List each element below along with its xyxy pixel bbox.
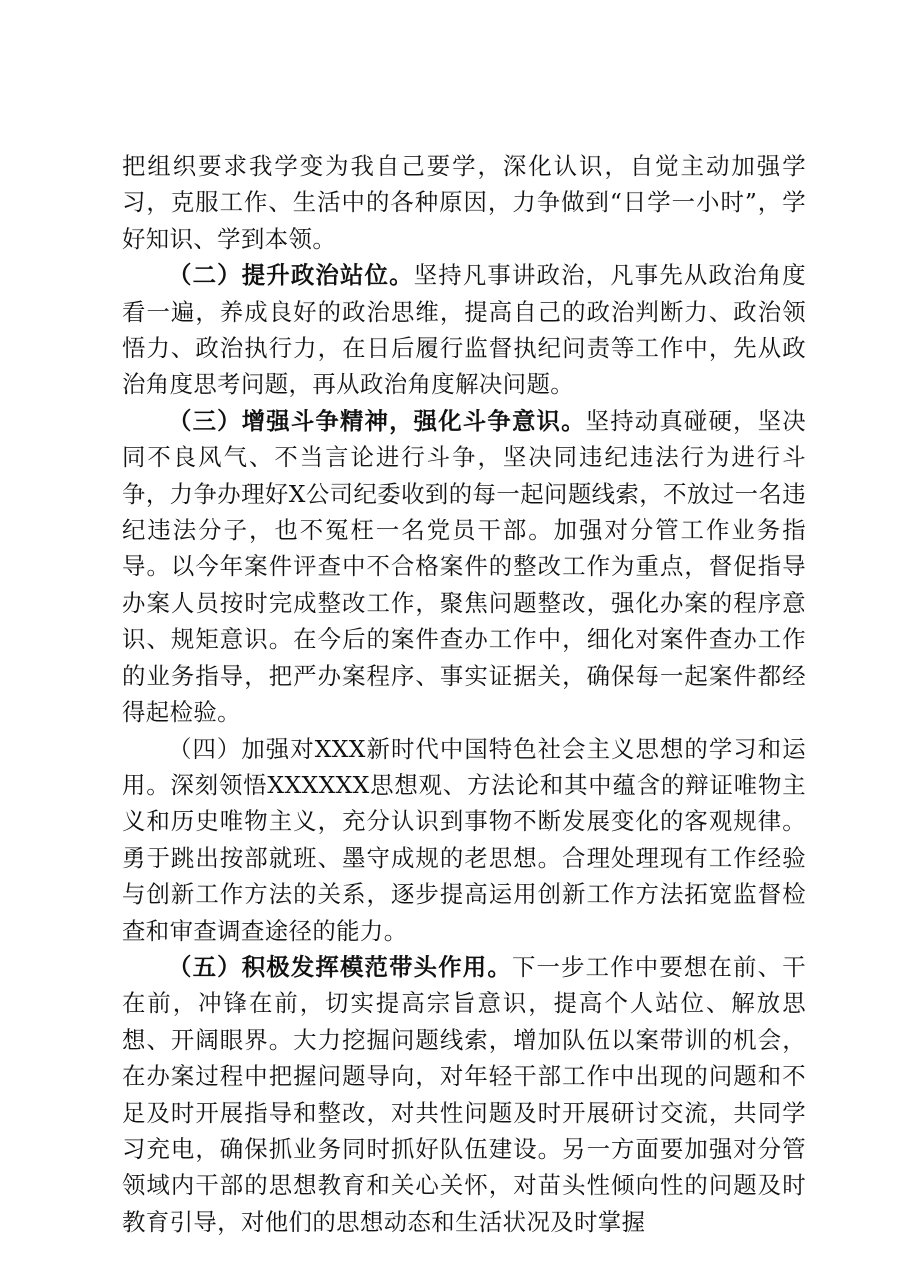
paragraph-continued [122, 148, 806, 257]
paragraph-body: 坚持动真碰硬，坚决同不良风气、不当言论进行斗争，坚决同违纪违法行为进行斗争，力争办理好X公司纪委收到的每一起问题线索，不放过一名违纪违法分子，也不冤枉一名党员干部。加强对分管工作业务指导。以今年案件评查中不合格案件的整改工作为重点，督促指导办案人员按时完成整改工作，聚焦问题整改，强化办案的程序意识、规矩意识。在今后的案件查办工作中，细化对案件查办工作的业务指导，把严办案程序、事实证据关，确保每一起案件都经得起检验。 [122, 406, 806, 727]
section-heading: （三）增强斗争精神，强化斗争意识。 [168, 406, 586, 435]
paragraph-section-4 [122, 731, 806, 949]
document-page [122, 148, 806, 1240]
paragraph-section-2 [122, 257, 806, 403]
paragraph-section-3 [122, 403, 806, 731]
section-heading: （五）积极发挥模范带头作用。 [168, 952, 512, 981]
paragraph-body: 下一步工作中要想在前、干在前，冲锋在前，切实提高宗旨意识，提高个人站位、解放思想、开阔眼界。大力挖掘问题线索，增加队伍以案带训的机会，在办案过程中把握问题导向，对年轻干部工作中出现的问题和不足及时开展指导和整改，对共性问题及时开展研讨交流，共同学习充电，确保抓业务同时抓好队伍建设。另一方面要加强对分管领域内干部的思想教育和关心关怀，对苗头性倾向性的问题及时教育引导，对他们的思想动态和生活状况及时掌握 [122, 952, 806, 1236]
paragraph-section-5 [122, 949, 806, 1240]
paragraph-body: 把组织要求我学变为我自己要学，深化认识，自觉主动加强学习，克服工作、生活中的各种原因，力争做到“日学一小时”，学好知识、学到本领。 [122, 152, 806, 253]
paragraph-body: 坚持凡事讲政治，凡事先从政治角度看一遍，养成良好的政治思维，提高自己的政治判断力、政治领悟力、政治执行力，在日后履行监督执纪问责等工作中，先从政治角度思考问题，再从政治角度解决问题。 [122, 261, 806, 399]
section-heading: （二）提升政治站位。 [168, 261, 414, 290]
paragraph-body: （四）加强对XXX新时代中国特色社会主义思想的学习和运用。深刻领悟XXXXXX思想观、方法论和其中蕴含的辩证唯物主义和历史唯物主义，充分认识到事物不断发展变化的客观规律。勇于跳出按部就班、墨守成规的老思想。合理处理现有工作经验与创新工作方法的关系，逐步提高运用创新工作方法拓宽监督检查和审查调查途径的能力。 [122, 734, 806, 945]
